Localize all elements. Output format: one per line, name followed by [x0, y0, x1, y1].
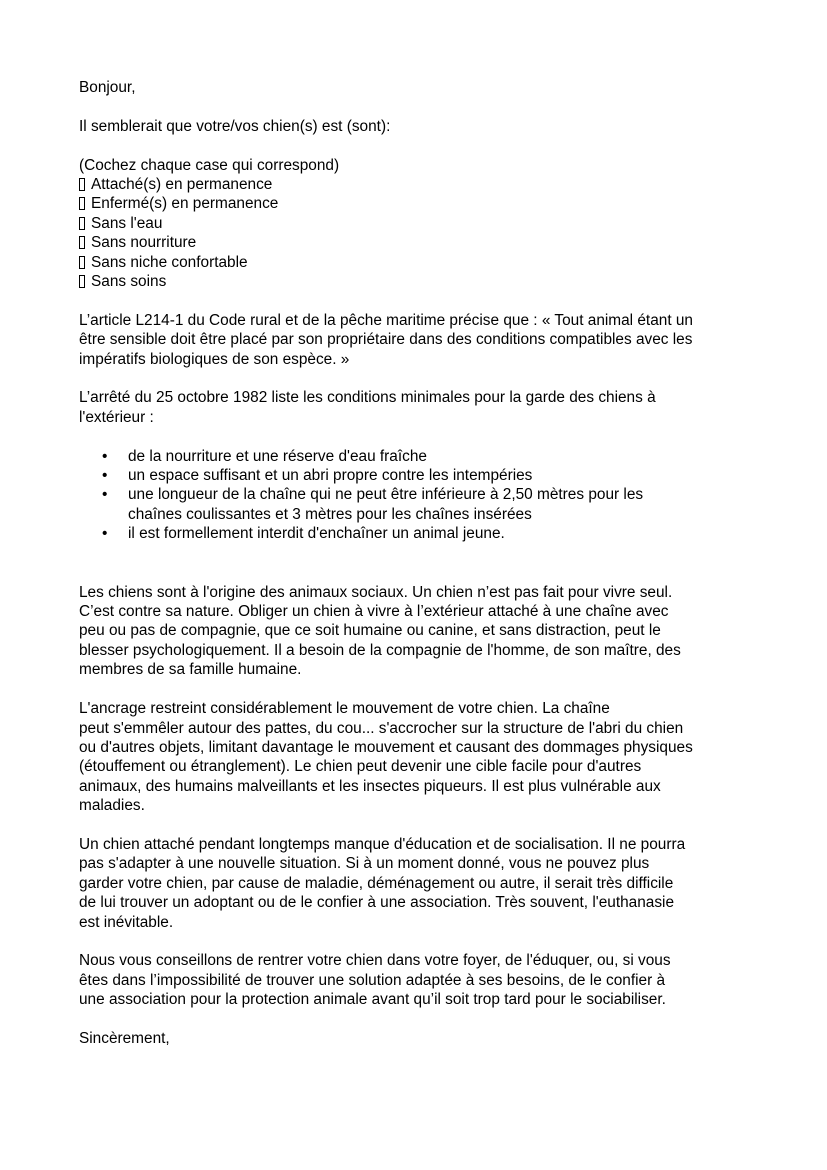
checkbox-icon[interactable] [79, 236, 85, 249]
list-item-text: de la nourriture et une réserve d'eau fraîche [128, 447, 427, 465]
paragraph-line: de lui trouver un adoptant ou de le confier à une association. Très souvent, l'euthanasie [79, 894, 675, 912]
checkbox-icon[interactable] [79, 217, 85, 230]
checklist-item-label: Sans l'eau [91, 214, 163, 232]
checklist-item[interactable] [79, 253, 769, 272]
checklist-item[interactable] [79, 214, 769, 233]
checkbox-icon[interactable] [79, 275, 85, 288]
paragraph-conseil [79, 951, 769, 1009]
checklist-item-label: Sans nourriture [91, 234, 197, 252]
checklist-item-label: Attaché(s) en permanence [91, 176, 273, 193]
checklist-item-label: Sans niche confortable [91, 253, 248, 271]
list-item [79, 524, 769, 543]
checkbox-icon[interactable] [79, 197, 85, 210]
arrete-line: l'extérieur : [79, 408, 154, 426]
paragraph-line: peu ou pas de compagnie, que ce soit humaine ou canine, et sans distraction, peut le [79, 622, 661, 640]
intro-text: Il semblerait que votre/vos chien(s) est (sont): [79, 117, 391, 135]
paragraph-line: maladies. [79, 797, 145, 815]
checklist-item[interactable] [79, 194, 769, 213]
bullet-icon: • [102, 447, 108, 465]
list-item-text: un espace suffisant et un abri propre contre les intempéries [128, 467, 533, 485]
checklist-item-label: Sans soins [91, 273, 167, 291]
checklist-instruction: (Cochez chaque case qui correspond) [79, 156, 340, 174]
conditions-list [79, 447, 769, 544]
letter-page [79, 78, 769, 1048]
article-line: impératifs biologiques de son espèce. » [79, 350, 350, 368]
greeting: Bonjour, [79, 79, 136, 96]
paragraph-ancrage [79, 699, 769, 815]
bullet-icon: • [102, 525, 108, 543]
checklist-item[interactable] [79, 272, 769, 291]
list-item [79, 447, 769, 466]
paragraph-line: est inévitable. [79, 913, 174, 931]
paragraph-line: Un chien attaché pendant longtemps manque d'éducation et de socialisation. Il ne pourra [79, 835, 686, 853]
bullet-icon: • [102, 467, 108, 485]
arrete-line: L’arrêté du 25 octobre 1982 liste les conditions minimales pour la garde des chiens à [79, 389, 656, 407]
paragraph-line: garder votre chien, par cause de maladie, déménagement ou autre, il serait très difficile [79, 874, 674, 892]
paragraph-line: Les chiens sont à l'origine des animaux sociaux. Un chien n’est pas fait pour vivre seul. [79, 583, 673, 601]
bullet-icon: • [102, 486, 108, 504]
paragraph-line: pas s'adapter à une nouvelle situation. Si à un moment donné, vous ne pouvez plus [79, 855, 650, 873]
paragraph-line: ou d'autres objets, limitant davantage le mouvement et causant des dommages physiques [79, 738, 693, 756]
paragraph-education [79, 835, 769, 932]
list-item [79, 485, 769, 524]
article-line: être sensible doit être placé par son propriétaire dans des conditions compatibles avec les [79, 331, 693, 349]
paragraph-line: peut s'emmêler autour des pattes, du cou... s'accrocher sur la structure de l'abri du chien [79, 719, 684, 737]
paragraph-line: Nous vous conseillons de rentrer votre chien dans votre foyer, de l'éduquer, ou, si vous [79, 952, 671, 970]
paragraph-line: une association pour la protection animale avant qu’il soit trop tard pour le sociabiliser. [79, 991, 666, 1009]
list-item-text: chaînes coulissantes et 3 mètres pour les chaînes insérées [128, 505, 532, 523]
checklist-item[interactable] [79, 175, 769, 194]
checkbox-icon[interactable] [79, 178, 85, 191]
checklist-item[interactable] [79, 233, 769, 252]
paragraph-line: animaux, des humains malveillants et les insectes piqueurs. Il est plus vulnérable aux [79, 777, 661, 795]
paragraph-line: blesser psychologiquement. Il a besoin de la compagnie de l'homme, de son maître, des [79, 641, 681, 659]
paragraph-social [79, 583, 769, 680]
paragraph-line: êtes dans l’impossibilité de trouver une solution adaptée à ses besoins, de le confier à [79, 971, 666, 989]
article-line: L’article L214-1 du Code rural et de la pêche maritime précise que : « Tout animal étant un [79, 311, 693, 329]
paragraph-line: C’est contre sa nature. Obliger un chien à vivre à l’extérieur attaché à une chaîne avec [79, 603, 669, 621]
paragraph-line: membres de sa famille humaine. [79, 661, 302, 679]
list-item-text: il est formellement interdit d'enchaîner un animal jeune. [128, 525, 505, 543]
checklist [79, 156, 769, 292]
arrete-paragraph [79, 388, 769, 427]
list-item-text: une longueur de la chaîne qui ne peut être inférieure à 2,50 mètres pour les [128, 486, 644, 504]
checklist-item-label: Enfermé(s) en permanence [91, 195, 279, 213]
paragraph-line: (étouffement ou étranglement). Le chien peut devenir une cible facile pour d'autres [79, 758, 642, 776]
paragraph-line: L'ancrage restreint considérablement le mouvement de votre chien. La chaîne [79, 700, 610, 718]
article-quote [79, 311, 769, 369]
list-item [79, 466, 769, 485]
checkbox-icon[interactable] [79, 256, 85, 269]
closing: Sincèrement, [79, 1029, 170, 1047]
